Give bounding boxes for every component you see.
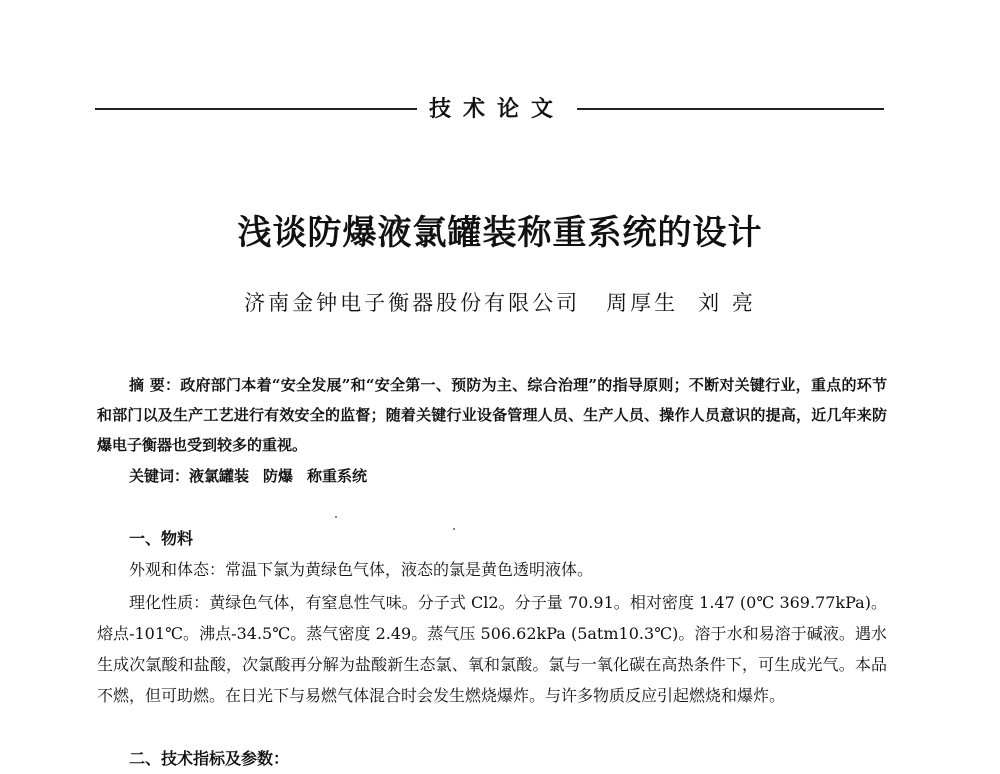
scan-speck bbox=[335, 516, 337, 518]
author-line bbox=[0, 286, 1000, 320]
paper-title: 浅谈防爆液氯罐装称重系统的设计 bbox=[237, 213, 763, 253]
author-name: 周厚生 bbox=[606, 291, 679, 315]
affiliation: 济南金钟电子衡器股份有限公司 bbox=[244, 291, 581, 315]
section-heading: 二、技术指标及参数： bbox=[129, 749, 290, 768]
keyword: 防爆 bbox=[263, 467, 294, 485]
section-label: 技术论文 bbox=[428, 96, 565, 122]
keyword: 液氯罐装 bbox=[189, 467, 250, 485]
keywords-label: 关键词： bbox=[129, 467, 190, 485]
paragraph-properties: 理化性质：黄绿色气体，有窒息性气味。分子式 Cl2。分子量 70.91。相对密度 1.47 (0℃ 369.77kPa)。熔点-101℃。沸点-34.5℃。蒸气密度 2.49。蒸气压 506.62kPa (5atm10.3℃)。溶于水和易溶于碱液。遇水生成次氯酸和盐酸，次氯酸再分解为盐酸新生态氯、氧和氯酸。氯与一氧化碳在高热条件下，可生成光气。本品不燃，但可助燃。在日光下与易燃气体混合时会发生燃烧爆炸。与许多物质反应引起燃烧和爆炸。 bbox=[97, 593, 887, 705]
section-heading: 一、物料 bbox=[129, 529, 194, 548]
abstract bbox=[97, 370, 887, 460]
abstract-label: 摘 要： bbox=[129, 376, 181, 394]
author-name: 刘 亮 bbox=[698, 291, 756, 315]
scan-speck bbox=[453, 528, 455, 530]
paragraph-appearance: 外观和体态：常温下氯为黄绿色气体，液态的氯是黄色透明液体。 bbox=[129, 560, 594, 579]
header-rule-left bbox=[95, 108, 417, 110]
keywords bbox=[129, 461, 381, 491]
abstract-text: 政府部门本着“安全发展”和“安全第一、预防为主、综合治理”的指导原则；不断对关键行业，重点的环节和部门以及生产工艺进行有效安全的监督；随着关键行业设备管理人员、生产人员、操作人员意识的提高，近几年来防爆电子衡器也受到较多的重视。 bbox=[97, 376, 887, 454]
keyword: 称重系统 bbox=[307, 467, 368, 485]
header-rule-right bbox=[577, 108, 884, 110]
